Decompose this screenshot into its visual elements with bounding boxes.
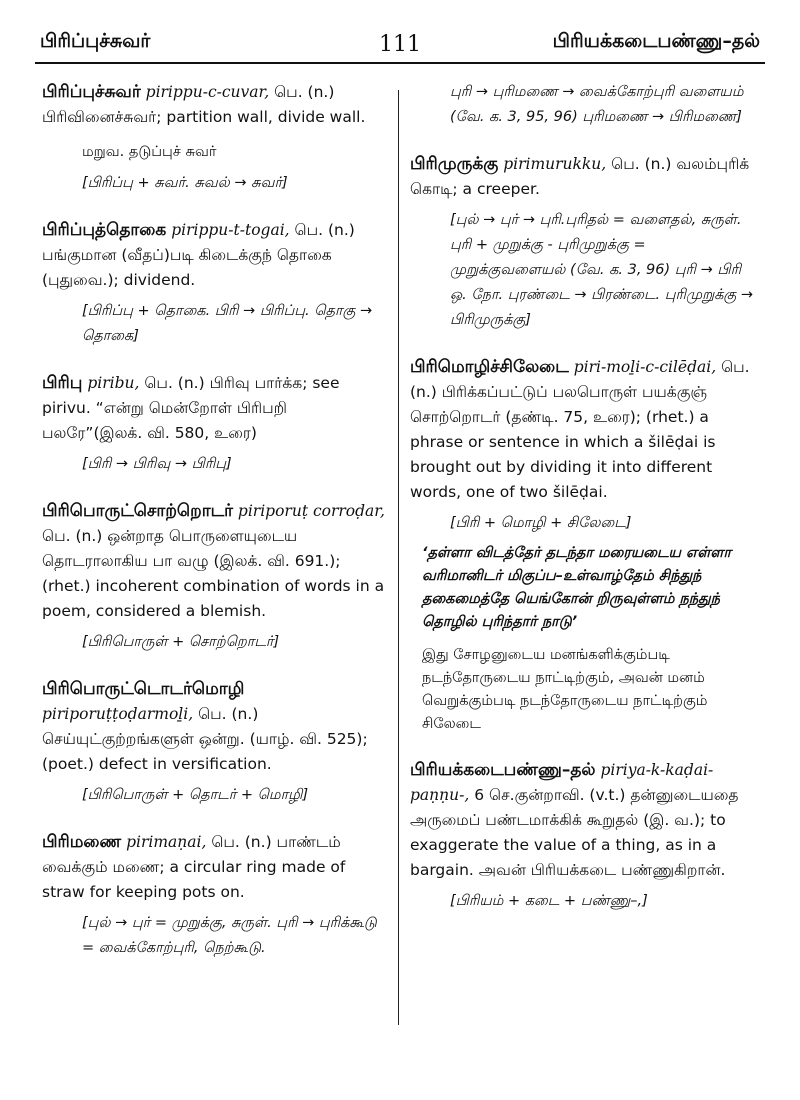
entry-headword: பிரிப்புத்தொகை	[42, 220, 167, 240]
entry-definition: பெ. (n.) வலம்புரிக் கொடி; a creeper.	[410, 155, 750, 198]
entry-definition: 6 செ.குன்றாவி. (v.t.) தன்னுடையதை அருமைப் பண்டமாக்கிக் கூறுதல் (இ. வ.); to exaggerate the value of a thing, as in a bargain. அவன் பிரியக்கடை பண்ணுகிறான்.	[410, 786, 739, 879]
header-rule	[35, 62, 765, 64]
entry-etymology: [பிரி + மொழி + சிலேடை]	[450, 515, 632, 531]
entry-headword: பிரிமணை	[42, 832, 122, 852]
dictionary-entry	[42, 218, 392, 349]
entry-headword: பிரிமுருக்கு	[410, 154, 499, 174]
entry-definition: பெ. (n.) பங்குமான (வீதப்)படி கிடைக்குந் தொகை (புதுவை.); dividend.	[42, 221, 355, 289]
entry-etymology: [பிரியம் + கடை + பண்ணு–,]	[450, 893, 648, 909]
entry-definition: பெ. (n.) பிரிவு பார்க்க; see pirivu. “என்று மென்றோள் பிரிபறி பலரே”(இலக். வி. 580, உரை)	[42, 374, 340, 442]
entry-transliteration: piri-moḻi-c-cilēḍai,	[573, 358, 717, 376]
dictionary-entry	[410, 355, 760, 736]
right-column	[410, 80, 760, 936]
entry-definition: பெ. (n.) ஒன்றாத பொருளையுடைய தொடராலாகிய பா வழு (இலக். வி. 691.); (rhet.) incoherent combination of words in a poem, considered a blemish.	[42, 527, 385, 620]
entry-transliteration: pirippu-c-cuvar,	[145, 83, 270, 101]
entry-transliteration: piriporuṭ corroḍar,	[237, 502, 385, 520]
entry-headword: பிரிமொழிச்சிலேடை	[410, 357, 569, 377]
entry-explanation: இது சோழனுடைய மனங்களிக்கும்படி நடந்தோருடைய நாட்டிற்கும், அவன் மனம் வெறுக்கும்படி நடந்தோருடைய நாட்டிற்கும் சிலேடை	[422, 647, 708, 732]
column-divider	[398, 90, 399, 1025]
entry-transliteration: pirimaṇai,	[126, 833, 207, 851]
dictionary-entry	[42, 371, 392, 477]
entry-etymology: [பிரி → பிரிவு → பிரிபு]	[82, 456, 232, 472]
running-head-left: பிரிப்புச்சுவர்	[40, 30, 151, 52]
entry-headword: பிரிபொருட்டொடர்மொழி	[42, 679, 245, 699]
page-number: 111	[379, 32, 421, 57]
entry-etymology: [புல் → புர் = முறுக்கு, சுருள். புரி → புரிக்கூடு = வைக்கோற்புரி, நெற்கூடு.	[82, 915, 377, 956]
entry-transliteration: piriporuṭṭoḍarmoḻi,	[42, 705, 194, 723]
entry-headword: பிரிபொருட்சொற்றொடர்	[42, 501, 233, 521]
entry-continuation: புரி → புரிமணை → வைக்கோற்புரி வளையம் (வே. க. 3, 95, 96) புரிமணை → பிரிமணை]	[450, 84, 744, 125]
entry-transliteration: piriya-k-kaḍai-paṇṇu-,	[410, 761, 714, 804]
entry-definition: பெ. (n.) பாண்டம் வைக்கும் மணை; a circular ring made of straw for keeping pots on.	[42, 833, 346, 901]
page-header	[0, 0, 800, 70]
dictionary-entry	[42, 677, 392, 808]
entry-definition: பெ. (n.) செய்யுட்குற்றங்களுள் ஒன்று. (யாழ். வி. 525); (poet.) defect in versification.	[42, 705, 368, 773]
entry-transliteration: pirippu-t-togai,	[171, 221, 290, 239]
left-column	[42, 80, 392, 983]
dictionary-entry	[42, 830, 392, 961]
entry-etymology: [பிரிப்பு + தொகை. பிரி → பிரிப்பு. தொகு → தொகை]	[82, 303, 373, 344]
entry-etymology: [புல் → புர் → புரி.புரிதல் = வளைதல், சுருள். புரி + முறுக்கு - புரிமுறுக்கு = முறுக்குவளையல் (வே. க. 3, 96) புரி → பிரி ஒ. நோ. புரண்டை → பிரண்டை. புரிமுறுக்கு → பிரிமுருக்கு]	[450, 212, 754, 328]
entry-headword: பிரிபு	[42, 373, 83, 393]
entry-transliteration: piribu,	[87, 374, 140, 392]
running-head-right: பிரியக்கடைபண்ணு–தல்	[552, 30, 760, 52]
entry-headword: பிரியக்கடைபண்ணு–தல்	[410, 760, 596, 780]
entry-etymology: [பிரிப்பு + சுவர். சுவல் → சுவர்]	[82, 175, 288, 191]
entry-transliteration: pirimurukku,	[503, 155, 607, 173]
entry-headword: பிரிப்புச்சுவர்	[42, 82, 141, 102]
dictionary-entry	[42, 499, 392, 655]
dictionary-entry	[42, 80, 392, 196]
entry-note: மறுவ. தடுப்புச் சுவர்	[82, 144, 217, 160]
entry-etymology: [பிரிபொருள் + தொடர் + மொழி]	[82, 787, 309, 803]
entry-etymology: [பிரிபொருள் + சொற்றொடர்]	[82, 634, 280, 650]
entry-definition: பெ. (n.) பிரிவினைச்சுவர்; partition wall, divide wall.	[42, 83, 366, 126]
dictionary-entry	[410, 152, 760, 333]
entry-definition: பெ. (n.) பிரிக்கப்பட்டுப் பலபொருள் பயக்குஞ் சொற்றொடர் (தண்டி. 75, உரை); (rhet.) a phrase or sentence in which a šilēḍai is brought out by dividing it into different words, one of two šilēḍai.	[410, 358, 750, 501]
entry-quotation: ‘தள்ளா விடத்தேர் தடந்தா மரையடைய எள்ளா வரிமானிடர் மிகுப்ப–உள்வாழ்தேம் சிந்துந் தகைமைத்தே யெங்கோன் றிருவுள்ளம் நந்துந் தொழில் புரிந்தார் நாடு’	[422, 545, 732, 630]
dictionary-entry	[410, 758, 760, 914]
